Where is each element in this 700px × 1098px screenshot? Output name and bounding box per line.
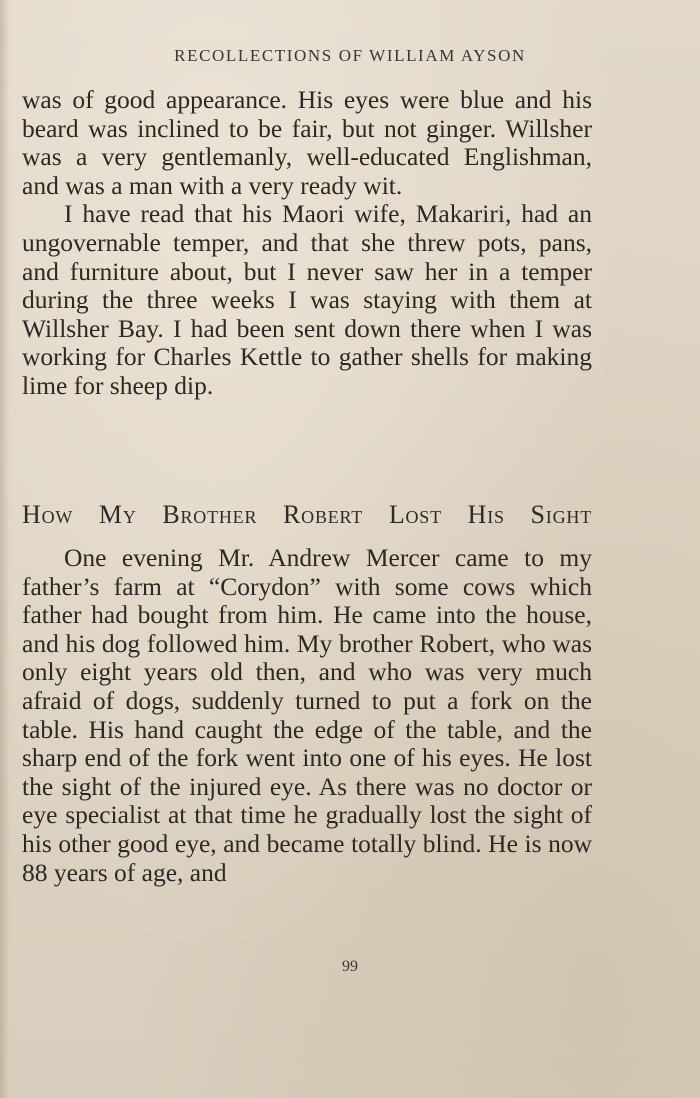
- body-text-bottom: [22, 544, 592, 887]
- paragraph-robert: One evening Mr. Andrew Mercer came to my father’s farm at “Corydon” with some cows which father had bought from him. He came into the house, and his dog followed him. My brother Robert, who was only eight years old then, and who was very much afraid of dogs, suddenly turned to put a fork on the table. His hand caught the edge of the table, and the sharp end of the fork went into one of his eyes. He lost the sight of the injured eye. As there was no doctor or eye specialist at that time he gradually lost the sight of his other good eye, and became totally blind. He is now 88 years of age, and: [22, 543, 592, 887]
- running-head: RECOLLECTIONS OF WILLIAM AYSON: [174, 46, 526, 65]
- page-number: 99: [342, 958, 358, 975]
- paragraph-makariri: I have read that his Maori wife, Makariri, had an ungovernable temper, and that she threw pots, pans, and furniture about, but I never saw her in a temper during the three weeks I was staying with them at Willsher Bay. I had been sent down there when I was working for Charles Kettle to gather shells for making lime for sheep dip.: [22, 199, 592, 400]
- body-text-top: [22, 86, 592, 401]
- section-heading: How My Brother Robert Lost His Sight: [22, 500, 592, 529]
- gutter-shadow: [0, 0, 10, 1098]
- paragraph-continued: was of good appearance. His eyes were blue and his beard was inclined to be fair, but not ginger. Willsher was a very gentlemanly, well-educated Englishman, and was a man with a very ready wit.: [22, 85, 592, 200]
